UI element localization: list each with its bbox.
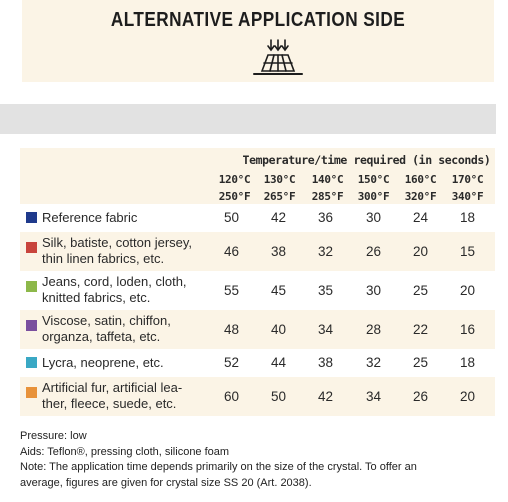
temp-fahrenheit: 300°F	[357, 190, 390, 203]
color-swatch	[26, 281, 37, 292]
fabric-label: Reference fabric	[42, 210, 138, 225]
time-value: 60	[223, 389, 240, 404]
fabric-label: Silk, batiste, cotton jersey, thin linen fabrics, etc.	[42, 235, 193, 266]
footnotes	[20, 429, 490, 491]
color-swatch	[26, 320, 37, 331]
color-swatch	[26, 212, 37, 223]
pressure-note: Pressure: low	[20, 430, 87, 442]
fabric-label: Lycra, neoprene, etc.	[42, 355, 164, 370]
size-note: Note: The application time depends primarily on the size of the crystal. To offer an	[20, 461, 417, 474]
temp-fahrenheit: 265°F	[263, 190, 296, 203]
fabric-label: Viscose, satin, chiffon, organza, taffeta, etc.	[42, 313, 171, 344]
temp-fahrenheit: 285°F	[311, 190, 344, 203]
time-value: 52	[223, 355, 240, 370]
time-value: 26	[412, 389, 429, 404]
time-value: 20	[412, 244, 429, 259]
temp-fahrenheit: 320°F	[404, 190, 437, 203]
temp-fahrenheit: 340°F	[451, 190, 484, 203]
time-value: 42	[270, 210, 287, 225]
table-row	[20, 204, 495, 232]
time-value: 55	[223, 283, 240, 298]
temp-celsius: 130°C	[263, 173, 296, 186]
fabric-label: Jeans, cord, loden, cloth, knitted fabrics, etc.	[42, 274, 187, 305]
temp-celsius: 170°C	[451, 173, 484, 186]
time-value: 22	[412, 322, 429, 337]
time-value: 34	[317, 322, 334, 337]
fabric-label: Artificial fur, artificial lea- ther, fleece, suede, etc.	[42, 380, 183, 411]
time-value: 25	[412, 283, 429, 298]
temp-fahrenheit: 250°F	[218, 190, 251, 203]
table-row	[20, 232, 495, 271]
time-value: 48	[223, 322, 240, 337]
temp-column-170	[444, 171, 491, 205]
color-swatch	[26, 242, 37, 253]
iron-pressing-icon	[248, 38, 308, 78]
temp-celsius: 150°C	[357, 173, 390, 186]
color-swatch	[26, 357, 37, 368]
time-value: 50	[223, 210, 240, 225]
temp-column-130	[256, 171, 303, 205]
table-header	[20, 148, 495, 204]
time-value: 44	[270, 355, 287, 370]
color-swatch	[26, 387, 37, 398]
time-value: 38	[270, 244, 287, 259]
time-value: 18	[459, 210, 476, 225]
temp-celsius: 160°C	[404, 173, 437, 186]
time-value: 28	[365, 322, 382, 337]
table-row	[20, 349, 495, 377]
page-title: ALTERNATIVE APPLICATION SIDE	[110, 9, 406, 31]
table-header-title: Temperature/time required (in seconds)	[242, 153, 491, 167]
table-row	[20, 377, 495, 416]
time-value: 20	[459, 389, 476, 404]
time-value: 20	[459, 283, 476, 298]
time-value: 40	[270, 322, 287, 337]
time-value: 30	[365, 210, 382, 225]
temp-column-140	[304, 171, 351, 205]
section-divider	[0, 104, 496, 134]
time-value: 50	[270, 389, 287, 404]
size-note: average, figures are given for crystal size SS 20 (Art. 2038).	[20, 476, 312, 489]
temp-column-160	[397, 171, 444, 205]
time-value: 30	[365, 283, 382, 298]
aids-note: Aids: Teflon®, pressing cloth, silicone foam	[20, 445, 230, 458]
time-value: 16	[459, 322, 476, 337]
time-value: 34	[365, 389, 382, 404]
time-value: 35	[317, 283, 334, 298]
time-value: 42	[317, 389, 334, 404]
time-value: 36	[317, 210, 334, 225]
temp-column-120	[211, 171, 258, 205]
time-value: 15	[459, 244, 476, 259]
temperature-table	[20, 148, 495, 416]
table-row	[20, 310, 495, 349]
time-value: 32	[365, 355, 382, 370]
time-value: 25	[412, 355, 429, 370]
time-value: 24	[412, 210, 429, 225]
temp-column-150	[350, 171, 397, 205]
time-value: 18	[459, 355, 476, 370]
table-row	[20, 271, 495, 310]
time-value: 46	[223, 244, 240, 259]
temp-celsius: 140°C	[311, 173, 344, 186]
temp-celsius: 120°C	[218, 173, 251, 186]
time-value: 26	[365, 244, 382, 259]
time-value: 32	[317, 244, 334, 259]
header-panel	[22, 0, 494, 82]
time-value: 38	[317, 355, 334, 370]
time-value: 45	[270, 283, 287, 298]
